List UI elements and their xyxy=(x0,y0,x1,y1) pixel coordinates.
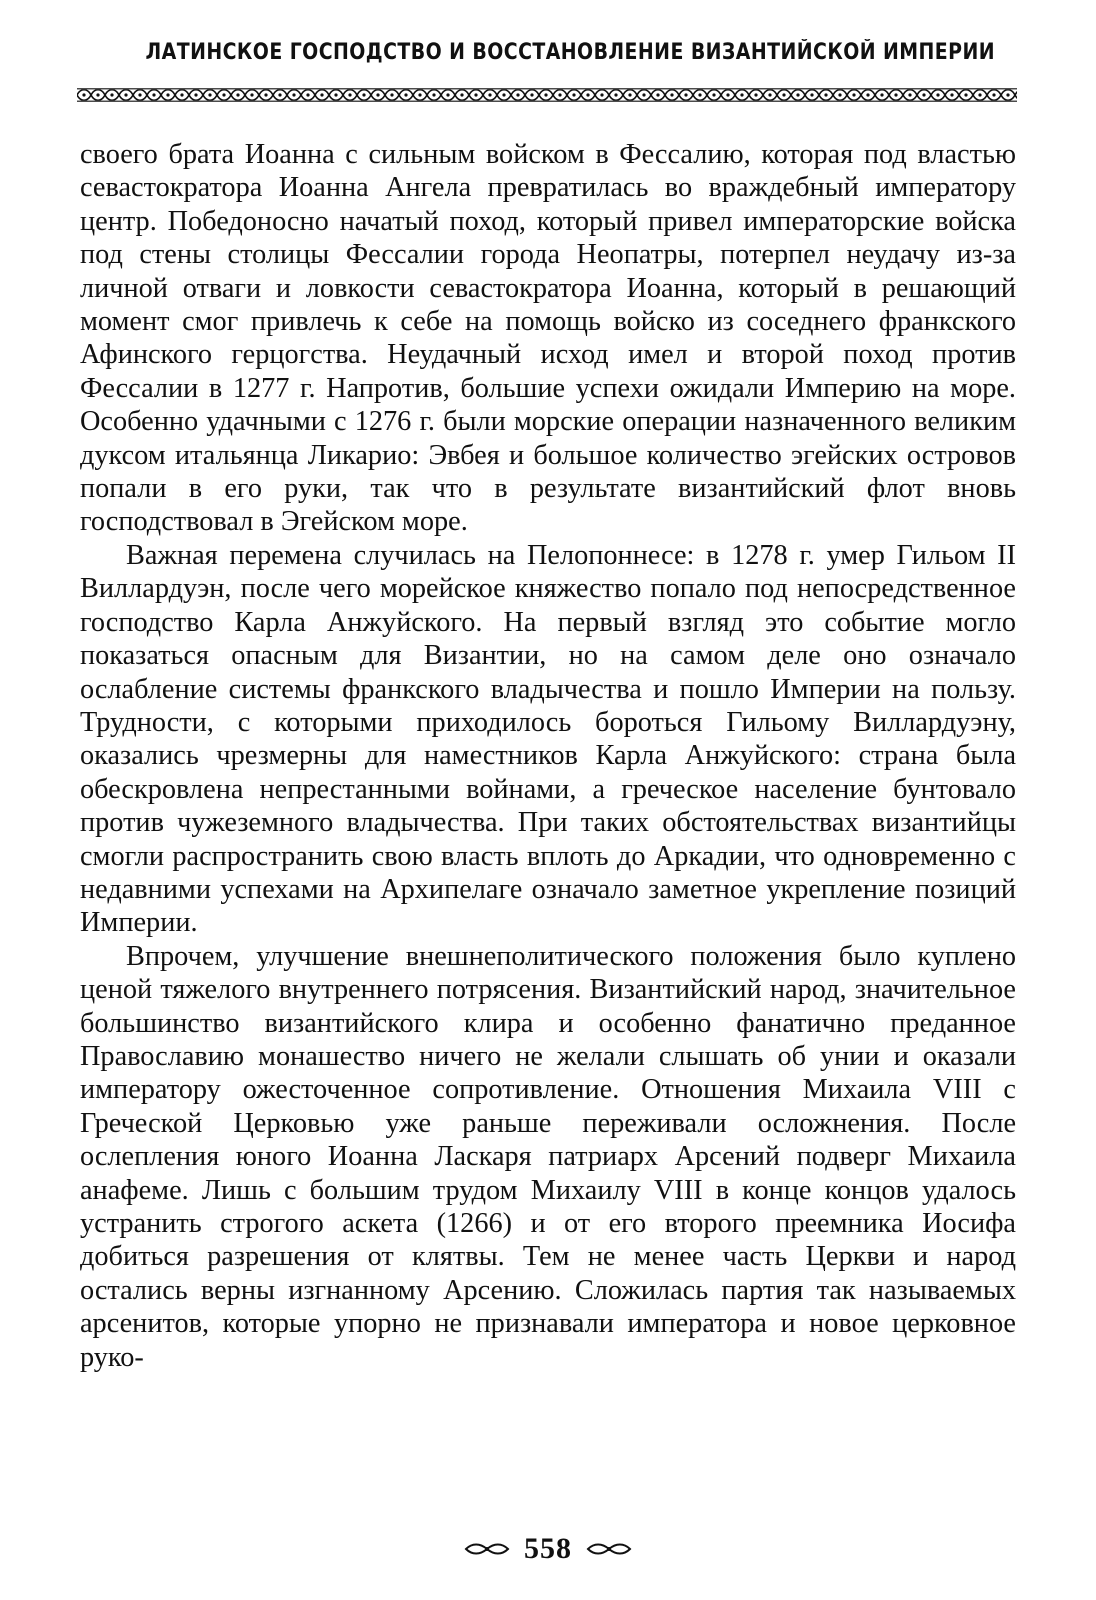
ornamental-knot-icon xyxy=(464,1542,510,1556)
main-text-column xyxy=(80,138,1016,1374)
page-number: 558 xyxy=(524,1532,572,1565)
paragraph-2: Важная перемена случилась на Пелопоннесе: в 1278 г. умер Гильом II Виллардуэн, после чего морейское княжество попало под непосредственное господство Карла Анжуйского. На первый взгляд это событие могло показаться опасным для Византии, но на самом деле оно означало ослабление системы франкского владычества и пошло Империи на пользу. Трудности, с которыми приходилось бороться Гильому Виллардуэну, оказались чрезмерны для наместников Карла Анжуйского: страна была обескровлена непрестанными войнами, а греческое население бунтовало против чужеземного владычества. При таких обстоятельствах византийцы смогли распространить свою власть вплоть до Аркадии, что одновременно с недавними успехами на Архипелаге означало заметное укрепление позиций Империи. xyxy=(80,539,1016,939)
running-head-title: ЛАТИНСКОЕ ГОСПОДСТВО И ВОССТАНОВЛЕНИЕ ВИЗАНТИЙСКОЙ ИМПЕРИИ xyxy=(145,40,995,65)
paragraph-3: Впрочем, улучшение внешнеполитического положения было куплено ценой тяжелого внутреннего потрясения. Византийский народ, значительное большинство византийского клира и особенно фанатично преданное Православию монашество ничего не желали слышать об унии и оказали императору ожесточенное сопротивление. Отношения Михаила VIII с Греческой Церковью уже раньше переживали осложнения. После ослепления юного Иоанна Ласкаря патриарх Арсений подверг Михаила анафеме. Лишь с большим трудом Михаилу VIII в конце концов удалось устранить строгого аскета (1266) и от его второго преемника Иосифа добиться разрешения от клятвы. Тем не менее часть Церкви и народ остались верны изгнанному Арсению. Сложилась партия так называемых арсенитов, которые упорно не признавали императора и новое церковное руко- xyxy=(80,940,1016,1373)
paragraph-1: своего брата Иоанна с сильным войском в Фессалию, которая под властью севастократора Иоанна Ангела превратилась во враждебный императору центр. Победоносно начатый поход, который привел императорские войска под стены столицы Фессалии города Неопатры, потерпел неудачу из-за личной отваги и ловкости севастократора Иоанна, который в решающий момент смог привлечь к себе на помощь войско из соседнего франкского Афинского герцогства. Неудачный исход имел и второй поход против Фессалии в 1277 г. Напротив, большие успехи ожидали Империю на море. Особенно удачными с 1276 г. были морские операции назначенного великим дуксом итальянца Ликарио: Эвбея и большое количество эгейских островов попали в его руки, так что в результате византийский флот вновь господствовал в Эгейском море. xyxy=(80,139,1016,538)
page-footer xyxy=(0,1532,1096,1566)
ornamental-knot-icon xyxy=(586,1542,632,1556)
ornamental-braid-rule-icon xyxy=(77,88,1017,102)
